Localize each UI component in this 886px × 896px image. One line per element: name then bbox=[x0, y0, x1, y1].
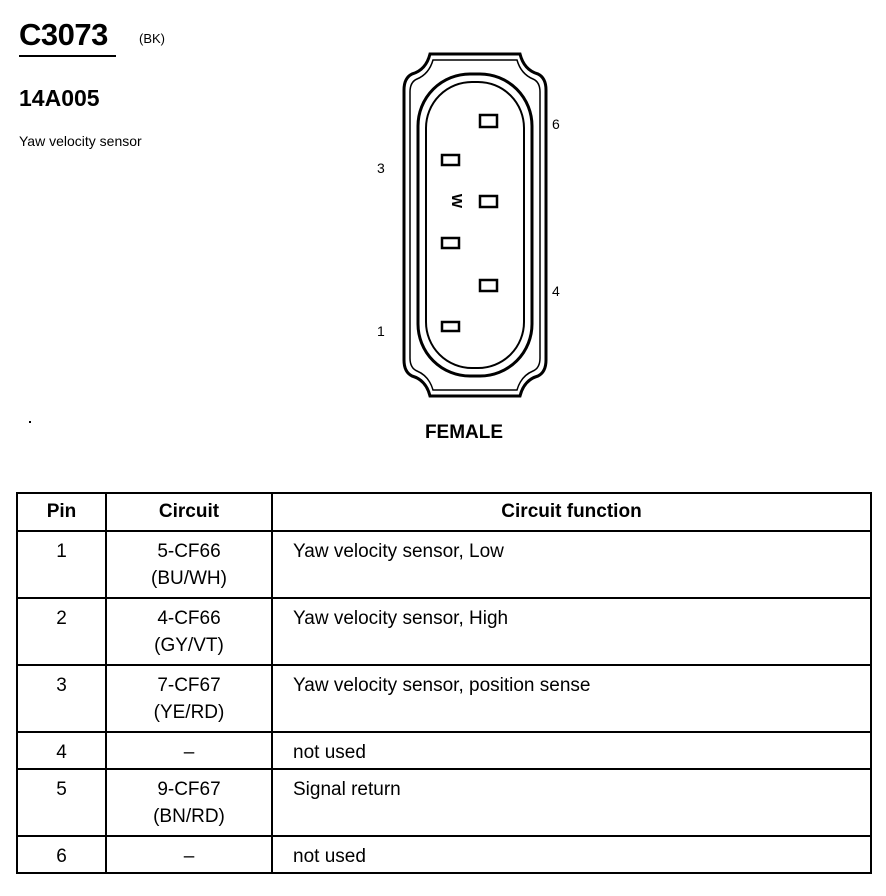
circuit-number: 7-CF67 bbox=[157, 675, 221, 696]
terminal-pin-5 bbox=[480, 196, 497, 207]
connector-color-code: (BK) bbox=[139, 31, 165, 46]
cell-circuit bbox=[106, 531, 272, 598]
cell-function: Yaw velocity sensor, Low bbox=[272, 531, 871, 598]
pin-label-3: 3 bbox=[377, 160, 385, 176]
cell-function: not used bbox=[272, 836, 871, 873]
table-row bbox=[17, 836, 871, 873]
connector-cavity-inner bbox=[426, 82, 524, 368]
cell-function: not used bbox=[272, 732, 871, 769]
connector-cavity-outer bbox=[418, 74, 532, 376]
header-circuit-function: Circuit function bbox=[272, 493, 871, 531]
pinout-table bbox=[16, 492, 872, 874]
wire-color: (BN/RD) bbox=[153, 806, 225, 827]
pin-label-4: 4 bbox=[552, 283, 560, 299]
terminal-pin-6 bbox=[480, 115, 497, 127]
cell-function: Yaw velocity sensor, position sense bbox=[272, 665, 871, 732]
connector-face-diagram bbox=[400, 50, 550, 402]
cell-circuit bbox=[106, 769, 272, 836]
pin-label-6: 6 bbox=[552, 116, 560, 132]
part-number: 14A005 bbox=[19, 85, 100, 111]
connector-id: C3073 bbox=[19, 17, 108, 52]
wire-color: (GY/VT) bbox=[154, 635, 224, 656]
cell-circuit bbox=[106, 836, 272, 873]
cell-circuit bbox=[106, 598, 272, 665]
circuit-number: – bbox=[183, 846, 195, 867]
cell-pin: 6 bbox=[17, 836, 106, 873]
circuit-number: 5-CF66 bbox=[157, 541, 221, 562]
connector-center-marking: W bbox=[448, 193, 466, 209]
cell-pin: 5 bbox=[17, 769, 106, 836]
pin-label-1: 1 bbox=[377, 323, 385, 339]
terminal-pin-4 bbox=[480, 280, 497, 291]
table-row bbox=[17, 732, 871, 769]
table-header-row bbox=[17, 493, 871, 531]
wire-color: (YE/RD) bbox=[153, 702, 225, 723]
cell-pin: 2 bbox=[17, 598, 106, 665]
terminal-pin-3 bbox=[442, 155, 459, 165]
cell-circuit bbox=[106, 732, 272, 769]
circuit-number: 9-CF67 bbox=[157, 779, 221, 800]
table-row bbox=[17, 598, 871, 665]
circuit-number: – bbox=[183, 742, 195, 763]
terminal-pin-1 bbox=[442, 322, 459, 331]
cell-function: Yaw velocity sensor, High bbox=[272, 598, 871, 665]
cell-pin: 3 bbox=[17, 665, 106, 732]
cell-pin: 4 bbox=[17, 732, 106, 769]
table-row bbox=[17, 769, 871, 836]
connector-id-underline bbox=[19, 55, 116, 57]
wire-color: (BU/WH) bbox=[151, 568, 227, 589]
header-circuit: Circuit bbox=[106, 493, 272, 531]
stray-dot bbox=[29, 421, 31, 423]
header-pin: Pin bbox=[17, 493, 106, 531]
table-row bbox=[17, 665, 871, 732]
cell-function: Signal return bbox=[272, 769, 871, 836]
cell-pin: 1 bbox=[17, 531, 106, 598]
connector-gender-label: FEMALE bbox=[424, 422, 504, 443]
terminal-pin-2 bbox=[442, 238, 459, 248]
table-row bbox=[17, 531, 871, 598]
circuit-number: 4-CF66 bbox=[157, 608, 221, 629]
component-description: Yaw velocity sensor bbox=[19, 133, 142, 149]
cell-circuit bbox=[106, 665, 272, 732]
